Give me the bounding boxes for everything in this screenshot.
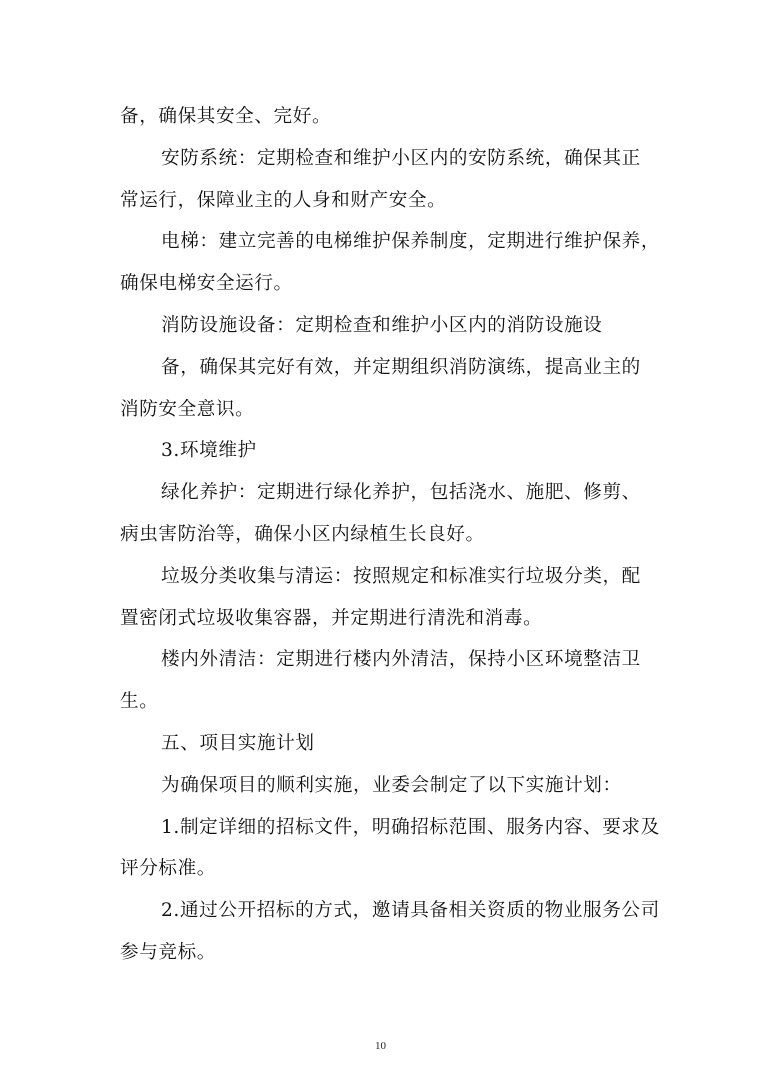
text-line: 楼内外清洁：定期进行楼内外清洁，保持小区环境整洁卫 <box>161 649 641 671</box>
text-line: 确保电梯安全运行。 <box>120 273 293 295</box>
page-body <box>120 96 661 974</box>
section-heading: 3.环境维护 <box>161 440 257 462</box>
text-line: 绿化养护：定期进行绿化养护，包括浇水、施肥、修剪、 <box>161 482 641 504</box>
text-line: 为确保项目的顺利实施，业委会制定了以下实施计划： <box>161 774 622 796</box>
text-line: 备，确保其安全、完好。 <box>120 106 332 127</box>
list-item: 1.制定详细的招标文件，明确招标范围、服务内容、要求及 <box>161 816 660 838</box>
text-line: 病虫害防治等，确保小区内绿植生长良好。 <box>120 523 485 545</box>
text-line: 备，确保其完好有效，并定期组织消防演练，提高业主的 <box>161 356 641 378</box>
list-item: 2.通过公开招标的方式，邀请具备相关资质的物业服务公司 <box>161 900 660 922</box>
text-line: 消防安全意识。 <box>120 398 255 420</box>
text-line: 安防系统：定期检查和维护小区内的安防系统，确保其正 <box>161 147 641 169</box>
text-line: 消防设施设备：定期检查和维护小区内的消防设施设 <box>161 314 603 336</box>
text-line: 垃圾分类收集与清运：按照规定和标准实行垃圾分类，配 <box>161 565 641 587</box>
section-heading: 五、项目实施计划 <box>161 732 315 754</box>
text-line: 评分标准。 <box>120 858 216 880</box>
text-line: 常运行，保障业主的人身和财产安全。 <box>120 189 447 211</box>
text-line: 参与竞标。 <box>120 941 216 963</box>
text-line: 生。 <box>120 691 159 713</box>
page-number: 10 <box>375 1040 386 1052</box>
text-line: 电梯：建立完善的电梯维护保养制度，定期进行维护保养， <box>161 231 661 253</box>
text-line: 置密闭式垃圾收集容器，并定期进行清洗和消毒。 <box>120 607 543 629</box>
